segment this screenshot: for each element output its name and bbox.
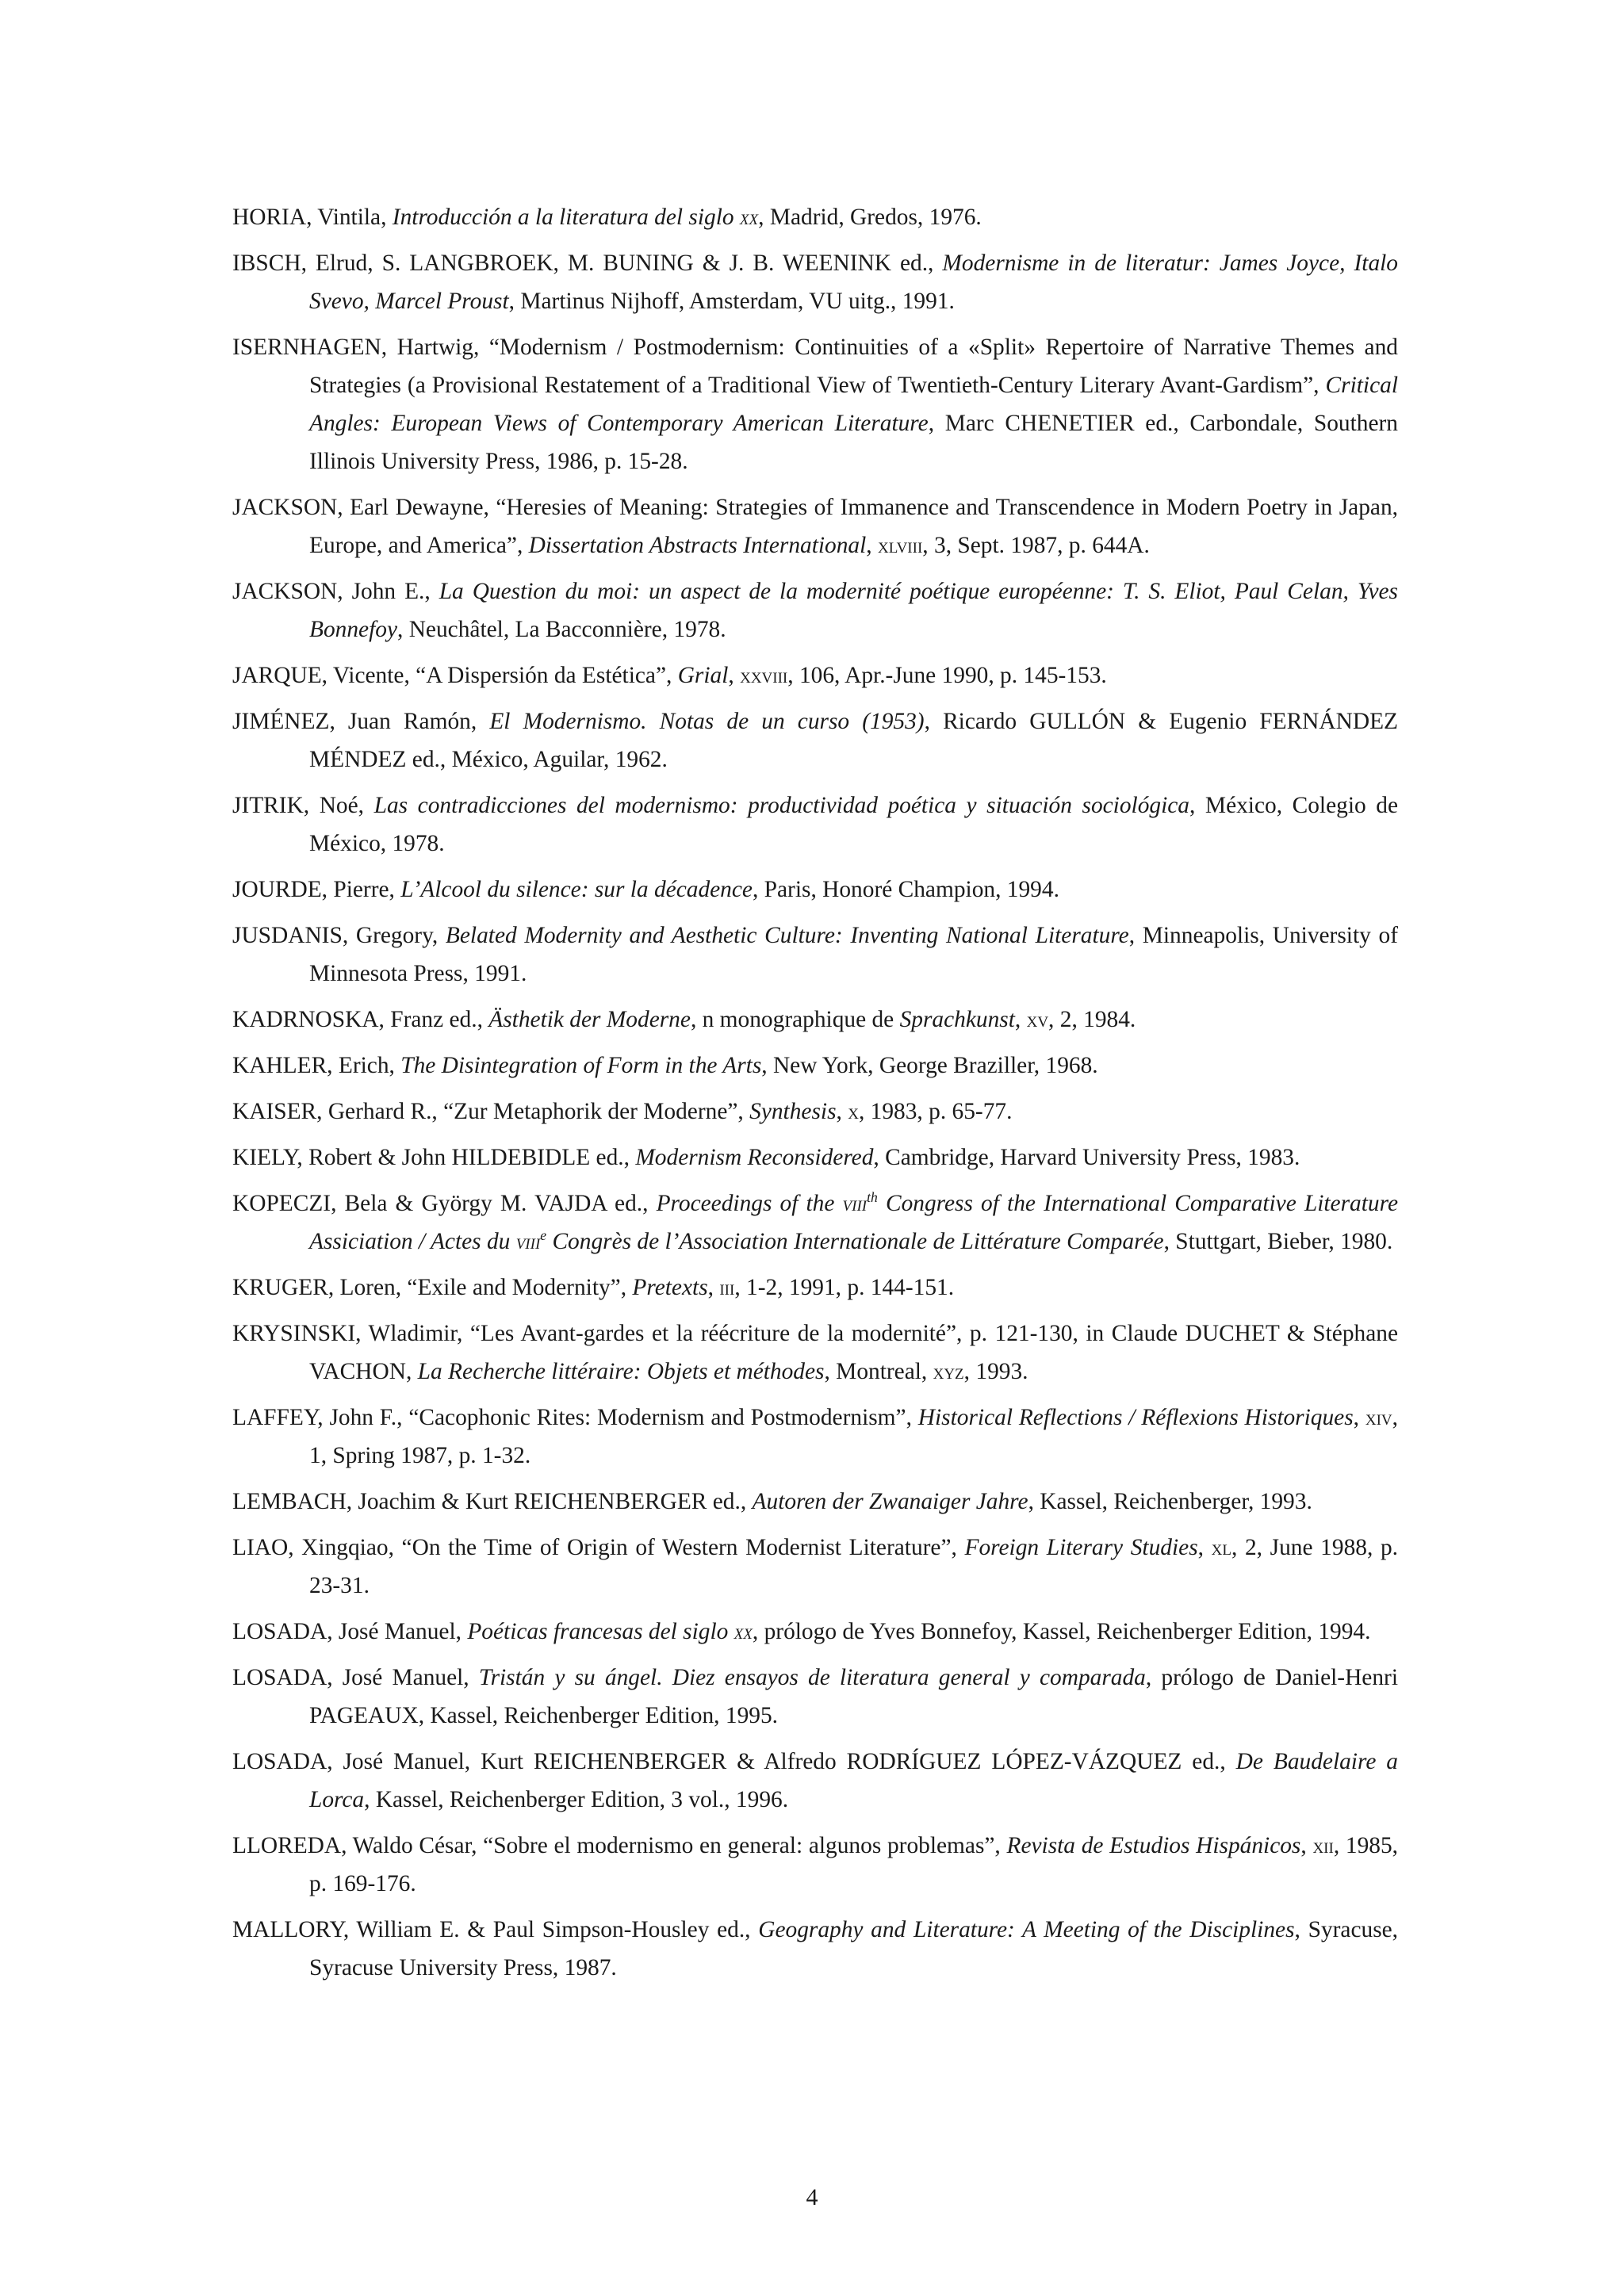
- entry-text: KRYSINSKI, Wladimir, “Les Avant-gardes et la réécriture de la modernité”, p. 121-130, in Claude DUCHET & Stéphane VACHON,: [232, 1321, 1398, 1384]
- entry-text: , Marc CHENETIER ed., Carbondale, Southern Illinois University Press, 1986, p. 15-28.: [309, 411, 1398, 474]
- entry-roman-numeral: xii: [1312, 1834, 1334, 1858]
- entry-title-italic: La Recherche littéraire: Objets et méthodes: [417, 1359, 825, 1384]
- entry-text: HORIA, Vintila,: [232, 205, 393, 230]
- entry-text: , Minneapolis, University of Minnesota Press, 1991.: [309, 923, 1398, 986]
- bibliography-entry: [232, 916, 1398, 993]
- entry-roman-numeral: xyz: [933, 1360, 964, 1383]
- bibliography-entry: [232, 1827, 1398, 1903]
- bibliography-entry: [232, 572, 1398, 649]
- entry-text: LIAO, Xingqiao, “On the Time of Origin of Western Modernist Literature”,: [232, 1535, 965, 1560]
- bibliography-entry: [232, 1269, 1398, 1307]
- entry-title-italic: Congrès de l’Association Internationale de Littérature Comparée: [546, 1229, 1164, 1254]
- entry-text: , 1-2, 1991, p. 144-151.: [734, 1275, 955, 1300]
- entry-text: , prólogo de Yves Bonnefoy, Kassel, Reichenberger Edition, 1994.: [752, 1619, 1371, 1644]
- bibliography-entry: [232, 244, 1398, 320]
- bibliography-entry: [232, 1483, 1398, 1521]
- entry-roman-numeral: xx: [739, 205, 759, 229]
- bibliography-entry: [232, 198, 1398, 236]
- entry-text: LOSADA, José Manuel,: [232, 1619, 468, 1644]
- entry-text: JIMÉNEZ, Juan Ramón,: [232, 709, 490, 734]
- entry-text: , Paris, Honoré Champion, 1994.: [752, 877, 1059, 902]
- bibliography-entry: [232, 328, 1398, 480]
- entry-text: , Syracuse, Syracuse University Press, 1987.: [309, 1917, 1399, 1980]
- entry-text: , 1985, p. 169-176.: [309, 1833, 1399, 1896]
- entry-text: , Kassel, Reichenberger Edition, 3 vol., 1996.: [364, 1787, 789, 1812]
- entry-title-italic: Poéticas francesas del siglo: [467, 1619, 734, 1644]
- entry-title-italic: Sprachkunst: [899, 1007, 1015, 1032]
- entry-roman-numeral: viii: [515, 1230, 541, 1253]
- bibliography-entry: [232, 702, 1398, 779]
- entry-title-italic: La Question du moi: un aspect de la modernité poétique européenne: T. S. Eliot, Paul Celan, Yves Bonnefoy: [309, 579, 1398, 642]
- entry-text: , New York, George Braziller, 1968.: [761, 1053, 1098, 1078]
- entry-title-italic: Modernism Reconsidered: [635, 1145, 874, 1170]
- entry-roman-numeral: viii: [842, 1192, 868, 1215]
- entry-title-italic: Revista de Estudios Hispánicos: [1006, 1833, 1301, 1858]
- entry-text: JACKSON, John E.,: [232, 579, 439, 604]
- entry-text: ,: [836, 1099, 848, 1124]
- entry-text: JACKSON, Earl Dewayne, “Heresies of Meaning: Strategies of Immanence and Transcendence in Modern Poetry in Japan, Europe, and America”,: [232, 495, 1398, 558]
- entry-text: , n monographique de: [690, 1007, 900, 1032]
- bibliography-entry: [232, 1399, 1398, 1475]
- entry-text: KIELY, Robert & John HILDEBIDLE ed.,: [232, 1145, 636, 1170]
- entry-title-italic: Dissertation Abstracts International: [528, 533, 867, 558]
- bibliography-entry: [232, 1659, 1398, 1735]
- entry-text: , 2, June 1988, p. 23-31.: [309, 1535, 1399, 1598]
- bibliography-entry: [232, 1314, 1398, 1391]
- entry-text: JOURDE, Pierre,: [232, 877, 401, 902]
- entry-title-italic: Proceedings of the: [656, 1191, 843, 1216]
- entry-text: , prólogo de Daniel-Henri PAGEAUX, Kassel, Reichenberger Edition, 1995.: [309, 1665, 1398, 1728]
- entry-text: JARQUE, Vicente, “A Dispersión da Estética”,: [232, 663, 678, 688]
- entry-roman-numeral: x: [848, 1100, 859, 1123]
- entry-title-italic: De Baudelaire a Lorca: [309, 1749, 1398, 1812]
- entry-text: MALLORY, William E. & Paul Simpson-Housley ed.,: [232, 1917, 759, 1942]
- bibliography-entry: [232, 1093, 1398, 1131]
- entry-text: , 3, Sept. 1987, p. 644A.: [922, 533, 1150, 558]
- entry-text: LOSADA, José Manuel, Kurt REICHENBERGER & Alfredo RODRÍGUEZ LÓPEZ-VÁZQUEZ ed.,: [232, 1749, 1236, 1774]
- entry-text: ,: [1300, 1833, 1313, 1858]
- ordinal-superscript: [540, 1227, 546, 1243]
- entry-title-italic: Grial: [677, 663, 729, 688]
- entry-title-italic: e: [540, 1227, 547, 1244]
- entry-text: , Cambridge, Harvard University Press, 1983.: [873, 1145, 1300, 1170]
- entry-title-italic: Ästhetik der Moderne: [488, 1007, 691, 1032]
- entry-roman-numeral: xl: [1211, 1536, 1231, 1559]
- entry-text: , Neuchâtel, La Bacconnière, 1978.: [397, 617, 726, 642]
- entry-roman-numeral: xx: [733, 1620, 753, 1644]
- entry-text: , Montreal,: [824, 1359, 933, 1384]
- entry-text: ,: [707, 1275, 720, 1300]
- bibliography-entry: [232, 786, 1398, 863]
- entry-text: , Martinus Nijhoff, Amsterdam, VU uitg., 1991.: [508, 289, 955, 314]
- entry-title-italic: L’Alcool du silence: sur la décadence: [400, 877, 753, 902]
- entry-text: KRUGER, Loren, “Exile and Modernity”,: [232, 1275, 633, 1300]
- entry-text: JUSDANIS, Gregory,: [232, 923, 446, 948]
- entry-title-italic: Congress of the International Comparative Literature Assiciation / Actes du: [309, 1191, 1398, 1254]
- entry-text: KADRNOSKA, Franz ed.,: [232, 1007, 489, 1032]
- bibliography-entry: [232, 1911, 1398, 1987]
- ordinal-superscript: [867, 1189, 878, 1205]
- bibliography-entry: [232, 656, 1398, 695]
- entry-title-italic: Tristán y su ángel. Diez ensayos de literatura general y comparada: [478, 1665, 1146, 1690]
- entry-roman-numeral: iii: [719, 1276, 735, 1299]
- entry-title-italic: Pretexts: [632, 1275, 708, 1300]
- bibliography-entry: [232, 871, 1398, 909]
- entry-text: LEMBACH, Joachim & Kurt REICHENBERGER ed.,: [232, 1489, 753, 1514]
- bibliography-entry: [232, 1184, 1398, 1261]
- entry-roman-numeral: xlviii: [878, 534, 923, 557]
- bibliography-entry: [232, 488, 1398, 564]
- page-number: 4: [806, 2184, 818, 2210]
- bibliography-entry: [232, 1743, 1398, 1819]
- entry-text: KAISER, Gerhard R., “Zur Metaphorik der Moderne”,: [232, 1099, 750, 1124]
- entry-text: ,: [728, 663, 741, 688]
- bibliography-entry: [232, 1613, 1398, 1651]
- entry-text: , 1983, p. 65-77.: [858, 1099, 1013, 1124]
- entry-title-italic: Belated Modernity and Aesthetic Culture: Inventing National Literature: [445, 923, 1129, 948]
- entry-title-italic: Synthesis: [749, 1099, 837, 1124]
- entry-text: , Stuttgart, Bieber, 1980.: [1163, 1229, 1393, 1254]
- entry-title-italic: th: [867, 1189, 878, 1206]
- bibliography-entry: [232, 1529, 1398, 1605]
- entry-text: KAHLER, Erich,: [232, 1053, 401, 1078]
- entry-text: , Madrid, Gredos, 1976.: [758, 205, 982, 230]
- entry-title-italic: Foreign Literary Studies: [964, 1535, 1198, 1560]
- entry-text: ,: [1014, 1007, 1027, 1032]
- entry-title-italic: Critical Angles: European Views of Contemporary American Literature: [309, 373, 1398, 436]
- entry-text: LAFFEY, John F., “Cacophonic Rites: Modernism and Postmodernism”,: [232, 1405, 918, 1430]
- entry-text: , 1, Spring 1987, p. 1-32.: [309, 1405, 1398, 1468]
- entry-title-italic: Historical Reflections / Réflexions Historiques: [917, 1405, 1354, 1430]
- entry-roman-numeral: xiv: [1365, 1406, 1392, 1429]
- entry-text: KOPECZI, Bela & György M. VAJDA ed.,: [232, 1191, 657, 1216]
- entry-text: ,: [866, 533, 878, 558]
- entry-title-italic: Las contradicciones del modernismo: productividad poética y situación sociológica: [373, 793, 1190, 818]
- bibliography-entry: [232, 1001, 1398, 1039]
- bibliography-entry: [232, 1047, 1398, 1085]
- entry-title-italic: Geography and Literature: A Meeting of the Disciplines: [758, 1917, 1295, 1942]
- entry-text: , 2, 1984.: [1048, 1007, 1136, 1032]
- entry-text: LLOREDA, Waldo César, “Sobre el modernismo en general: algunos problemas”,: [232, 1833, 1007, 1858]
- entry-text: LOSADA, José Manuel,: [232, 1665, 479, 1690]
- bibliography-list: [232, 198, 1398, 1995]
- entry-title-italic: El Modernismo. Notas de un curso (1953): [489, 709, 925, 734]
- entry-title-italic: The Disintegration of Form in the Arts: [400, 1053, 762, 1078]
- entry-title-italic: Introducción a la literatura del siglo: [392, 205, 740, 230]
- entry-text: ,: [1197, 1535, 1212, 1560]
- entry-title-italic: Modernisme in de literatur: James Joyce, Italo Svevo, Marcel Proust: [309, 251, 1398, 314]
- entry-text: IBSCH, Elrud, S. LANGBROEK, M. BUNING & J. B. WEENINK ed.,: [232, 251, 943, 276]
- bibliography-entry: [232, 1138, 1398, 1177]
- entry-text: , Ricardo GULLÓN & Eugenio FERNÁNDEZ MÉNDEZ ed., México, Aguilar, 1962.: [309, 709, 1398, 772]
- entry-roman-numeral: xv: [1026, 1008, 1049, 1031]
- entry-text: , México, Colegio de México, 1978.: [309, 793, 1399, 856]
- entry-text: , 106, Apr.-June 1990, p. 145-153.: [787, 663, 1107, 688]
- entry-text: ISERNHAGEN, Hartwig, “Modernism / Postmodernism: Continuities of a «Split» Repertoire of Narrative Themes and Strategies (a Provisional Restatement of a Traditional View of Twentieth-Century Literary Avant-Gardism”,: [232, 335, 1398, 398]
- entry-text: ,: [1353, 1405, 1365, 1430]
- entry-roman-numeral: xxviii: [740, 664, 788, 687]
- entry-text: , Kassel, Reichenberger, 1993.: [1028, 1489, 1312, 1514]
- entry-text: JITRIK, Noé,: [232, 793, 374, 818]
- entry-text: , 1993.: [963, 1359, 1028, 1384]
- entry-title-italic: Autoren der Zwanaiger Jahre: [752, 1489, 1028, 1514]
